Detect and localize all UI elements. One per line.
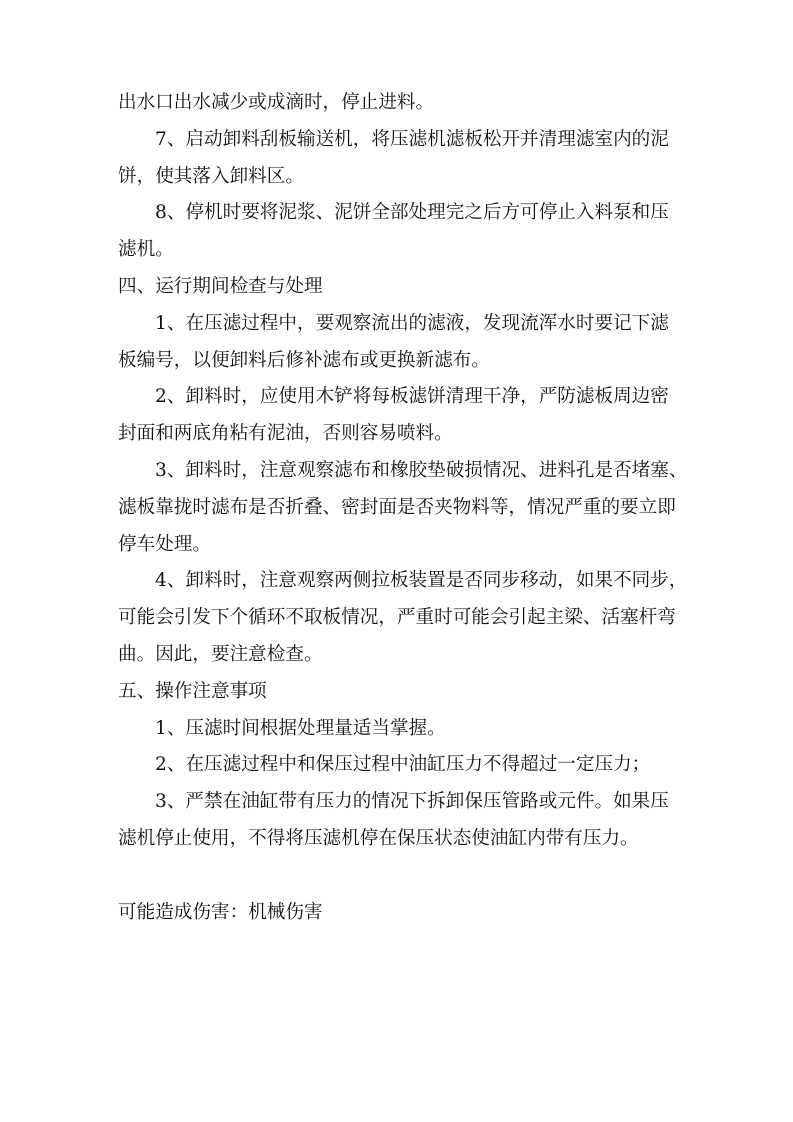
document-page [118,85,688,931]
text-line: 4、卸料时，注意观察两侧拉板装置是否同步移动，如果不同步， [155,570,688,592]
text-line: 停车处理。 [118,533,211,555]
blank-line [118,858,688,895]
text-line: 1、压滤时间根据处理量适当掌握。 [155,717,446,739]
text-line: 曲。因此，要注意检查。 [118,643,323,665]
text-line: 8、停机时要将泥浆、泥饼全部处理完之后方可停止入料泵和压 [155,202,669,224]
text-line: 滤板靠拢时滤布是否折叠、密封面是否夹物料等，情况严重的要立即 [118,496,676,518]
text-line: 封面和两底角粘有泥油，否则容易喷料。 [118,423,453,445]
text-line: 五、操作注意事项 [118,680,267,702]
text-line: 1、在压滤过程中，要观察流出的滤液，发现流浑水时要记下滤 [155,312,669,334]
text-line: 2、卸料时，应使用木铲将每板滤饼清理干净，严防滤板周边密 [155,386,669,408]
text-line: 可能会引发下个循环不取板情况，严重时可能会引起主梁、活塞杆弯 [118,607,676,629]
text-line: 饼，使其落入卸料区。 [118,165,304,187]
text-line: 7、启动卸料刮板输送机，将压滤机滤板松开并清理滤室内的泥 [155,128,669,150]
text-line: 滤机。 [118,239,174,261]
text-line: 3、卸料时，注意观察滤布和橡胶垫破损情况、进料孔是否堵塞、 [155,459,688,481]
text-line: 板编号，以便卸料后修补滤布或更换新滤布。 [118,349,490,371]
text-line: 滤机停止使用，不得将压滤机停在保压状态使油缸内带有压力。 [118,827,639,849]
text-line: 3、严禁在油缸带有压力的情况下拆卸保压管路或元件。如果压 [155,791,669,813]
text-line: 四、运行期间检查与处理 [118,275,323,297]
text-line: 出水口出水减少或成滴时，停止进料。 [118,92,435,113]
document-body [118,85,688,858]
hazard-note: 可能造成伤害：机械伤害 [118,901,323,923]
text-line: 2、在压滤过程中和保压过程中油缸压力不得超过一定压力； [155,754,651,776]
